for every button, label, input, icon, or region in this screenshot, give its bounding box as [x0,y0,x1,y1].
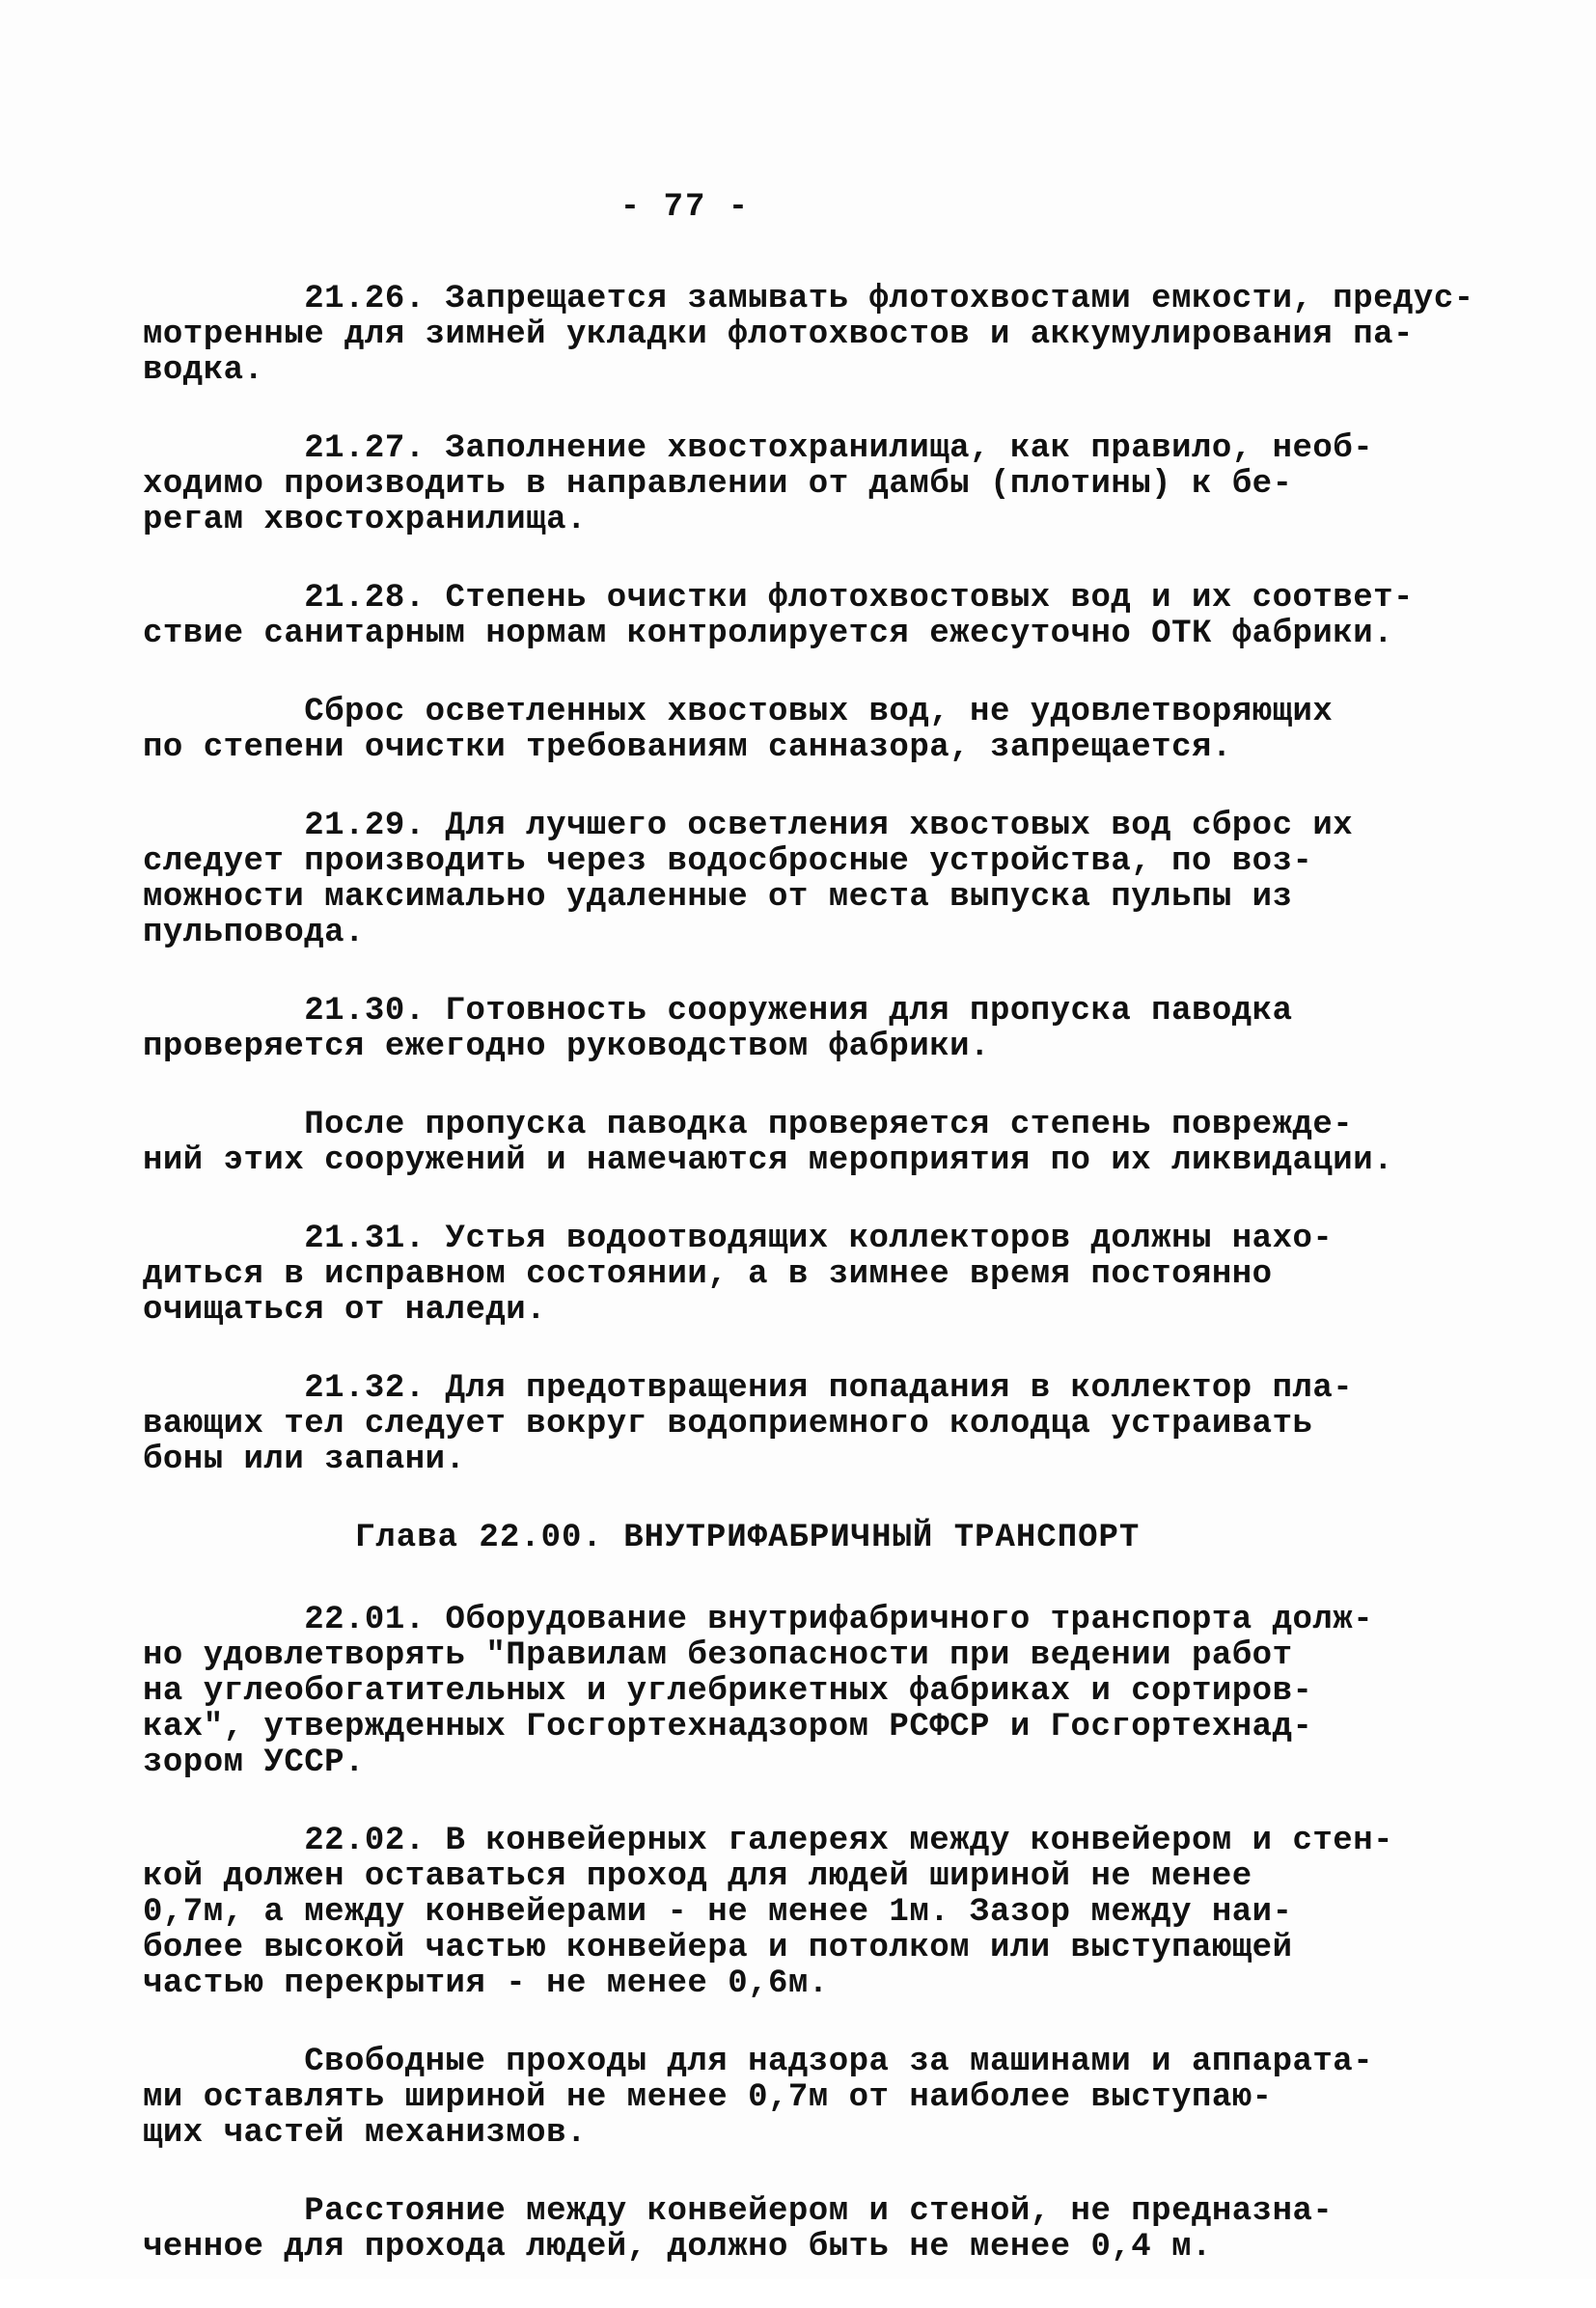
text-line: 21.27. Заполнение хвостохранилища, как правило, необ- [143,430,1374,467]
text-line: зором УССР. [143,1745,365,1781]
text-line: Сброс осветленных хвостовых вод, не удовлетворяющих [143,694,1334,730]
text-line: более высокой частью конвейера и потолком или выступающей [143,1930,1293,1966]
text-line: ми оставлять шириной не менее 0,7м от наиболее выступаю- [143,2079,1273,2116]
text-line: 21.26. Запрещается замывать флотохвостами емкости, предус- [143,281,1474,317]
text-line: Свободные проходы для надзора за машинами и аппарата- [143,2044,1374,2080]
text-line: После пропуска паводка проверяется степень поврежде- [143,1107,1354,1143]
paragraph-21-30-note [143,1108,1436,1179]
paragraph-21-30 [143,994,1436,1065]
text-line: ченное для прохода людей, должно быть не менее 0,4 м. [143,2229,1212,2266]
text-line: проверяется ежегодно руководством фабрики. [143,1029,990,1065]
text-line: мотренные для зимней укладки флотохвостов и аккумулирования па- [143,316,1414,353]
text-line: 22.02. В конвейерных галереях между конвейером и стен- [143,1823,1394,1859]
text-line: 21.30. Готовность сооружения для пропуска паводка [143,993,1293,1030]
text-line: но удовлетворять "Правилам безопасности при ведении работ [143,1637,1293,1674]
paragraph-21-28-note [143,695,1436,766]
text-line: водка. [143,352,264,389]
paragraph-21-32 [143,1371,1436,1478]
section-21-paragraphs [143,281,1474,1478]
paragraph-21-29 [143,809,1436,951]
text-line: боны или запани. [143,1442,466,1478]
text-line: можности максимально удаленные от места выпуска пульпы из [143,879,1293,916]
text-line: ний этих сооружений и намечаются мероприятия по их ликвидации. [143,1142,1394,1179]
paragraph-21-28 [143,581,1436,652]
paragraph-21-27 [143,431,1436,538]
page-number: - 77 - [619,189,751,226]
text-line: пульповода. [143,915,365,951]
text-line: вающих тел следует вокруг водоприемного колодца устраивать [143,1406,1313,1442]
text-line: 0,7м, а между конвейерами - не менее 1м. Зазор между наи- [143,1894,1293,1931]
section-22-paragraphs [143,1603,1436,2266]
text-line: ствие санитарным нормам контролируется ежесуточно ОТК фабрики. [143,616,1394,652]
text-line: очищаться от наледи. [143,1292,547,1329]
paragraph-21-31 [143,1222,1436,1329]
text-line: Расстояние между конвейером и стеной, не предназна- [143,2193,1334,2230]
text-line: 21.28. Степень очистки флотохвостовых вод и их соответ- [143,580,1414,617]
text-line: по степени очистки требованиям санназора, запрещается. [143,729,1232,766]
text-line: 21.32. Для предотвращения попадания в коллектор пла- [143,1370,1354,1407]
text-line: следует производить через водосбросные устройства, по воз- [143,843,1313,880]
paragraph-22-02-distance [143,2194,1436,2266]
text-line: 21.31. Устья водоотводящих коллекторов должны нахо- [143,1221,1334,1257]
paragraph-22-02 [143,1824,1436,2002]
chapter-title: Глава 22.00. ВНУТРИФАБРИЧНЫЙ ТРАНСПОРТ [355,1520,1141,1556]
text-line: на углеобогатительных и углебрикетных фабриках и сортиров- [143,1673,1313,1710]
text-line: ходимо производить в направлении от дамбы (плотины) к бе- [143,466,1293,503]
paragraph-22-02-passages [143,2045,1436,2152]
text-line: диться в исправном состоянии, а в зимнее время постоянно [143,1256,1273,1293]
text-line: частью перекрытия - не менее 0,6м. [143,1965,829,2002]
text-line: ках", утвержденных Госгортехнадзором РСФСР и Госгортехнад- [143,1709,1313,1745]
paragraph-22-01 [143,1603,1436,1781]
text-line: регам хвостохранилища. [143,502,587,538]
text-line: кой должен оставаться проход для людей шириной не менее [143,1858,1252,1895]
paragraph-21-26 [143,281,1474,389]
text-line: щих частей механизмов. [143,2115,587,2152]
text-line: 22.01. Оборудование внутрифабричного транспорта долж- [143,1602,1374,1638]
text-line: 21.29. Для лучшего осветления хвостовых вод сброс их [143,808,1354,844]
document-body [143,281,1474,2308]
